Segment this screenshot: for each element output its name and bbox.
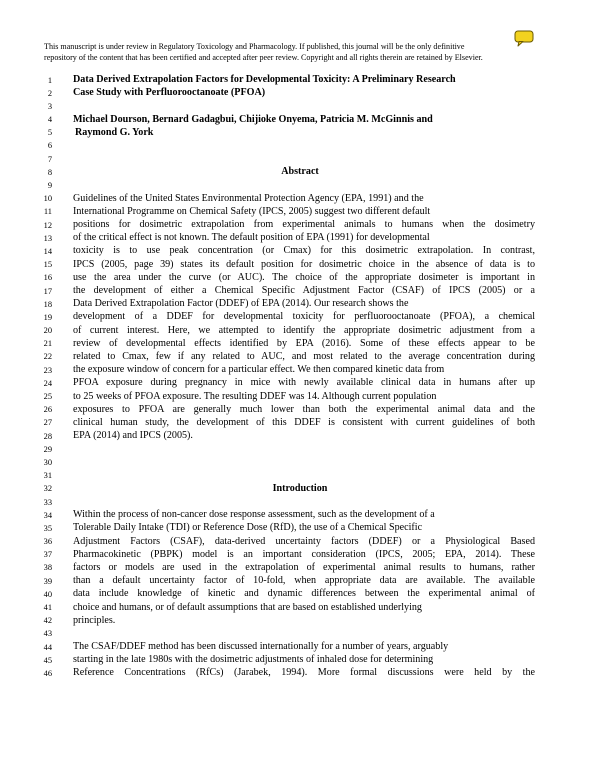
line-text: IPCS (2005, page 39) states its default position for dosimetric choice in the absence of data is to: [73, 258, 535, 270]
manuscript-line: [0, 271, 600, 284]
manuscript-line: [0, 376, 600, 389]
manuscript-line: [0, 284, 600, 297]
line-number: 3: [47, 101, 52, 111]
line-text: use the area under the curve (or AUC). The choice of the appropriate dosimeter is important in: [73, 271, 535, 283]
line-number: 15: [43, 260, 52, 270]
manuscript-line: [0, 231, 600, 244]
line-text: principles.: [73, 614, 116, 626]
line-text: Data Derived Extrapolation Factors for Developmental Toxicity: A Preliminary Research: [73, 74, 456, 85]
line-text: the exposure window of concern for a particular effect. We then compared kinetic data from: [73, 364, 445, 376]
line-number: 9: [47, 181, 52, 190]
line-text: EPA (2014) and IPCS (2005).: [73, 430, 193, 442]
line-number: 1: [47, 75, 52, 85]
manuscript-line: [0, 86, 600, 99]
line-number: 36: [43, 537, 52, 547]
line-number: 37: [43, 550, 52, 560]
manuscript-line: [0, 165, 600, 178]
line-number: 20: [43, 326, 52, 336]
manuscript-line: [0, 99, 600, 112]
line-text: Guidelines of the United States Environmental Protection Agency (EPA, 1991) and the: [73, 192, 424, 204]
line-number: 42: [43, 616, 52, 626]
line-text: than a default uncertainty factor of 10-fold, when appropriate data are available. The available: [73, 575, 535, 587]
line-number: 29: [43, 444, 52, 454]
manuscript-line: [0, 350, 600, 363]
line-number: 2: [47, 88, 52, 98]
manuscript-line: [0, 614, 600, 627]
line-number: 27: [43, 418, 52, 428]
manuscript-line: [0, 192, 600, 205]
manuscript-line: [0, 73, 600, 86]
line-text: of current interest. Here, we attempted to identify the appropriate dosimetric adjustment from a: [73, 324, 535, 336]
line-number: 18: [43, 299, 52, 309]
line-number: 38: [43, 563, 52, 573]
line-number: 13: [43, 233, 52, 243]
line-text: Reference Concentrations (RfCs) (Jarabek, 1994). More formal discussions were held by the: [73, 667, 535, 679]
line-number: 16: [43, 273, 52, 283]
line-number: 28: [43, 431, 52, 441]
manuscript-line: [0, 324, 600, 337]
manuscript-line: [0, 403, 600, 416]
manuscript-line: [0, 218, 600, 231]
manuscript-line: [0, 521, 600, 534]
manuscript-line: [0, 508, 600, 521]
manuscript-line: [0, 653, 600, 666]
line-number: 31: [43, 471, 52, 481]
line-number: 10: [43, 194, 52, 204]
line-text: International Programme on Chemical Safety (IPCS, 2005) suggest two different default: [73, 205, 431, 217]
line-number: 33: [43, 497, 52, 507]
manuscript-line: [0, 601, 600, 614]
manuscript-line: [0, 179, 600, 192]
manuscript-line: [0, 548, 600, 561]
line-text: starting in the late 1980s with the dosimetric adjustments of inhaled dose for determining: [73, 654, 434, 666]
section-heading: Introduction: [272, 482, 328, 494]
manuscript-line: [0, 244, 600, 257]
line-text: related to Cmax, few if any related to AUC, and most related to the average concentration during: [73, 350, 535, 362]
line-text: choice and humans, or of default assumptions that are based on established underlying: [73, 601, 422, 613]
manuscript-line: [0, 258, 600, 271]
line-number: 41: [43, 603, 52, 612]
line-number: 44: [43, 642, 52, 652]
section-heading: Abstract: [281, 166, 319, 178]
line-text: Tolerable Daily Intake (TDI) or Reference Dose (RfD), the use of a Chemical Specific: [73, 522, 423, 534]
line-number: 40: [43, 589, 52, 599]
line-number: 39: [43, 576, 52, 586]
line-number: 43: [43, 629, 52, 639]
manuscript-line: [0, 455, 600, 468]
line-text: data include knowledge of kinetic and dynamic differences between the experimental animal of: [73, 588, 535, 600]
manuscript-line: [0, 666, 600, 679]
line-number: 35: [43, 523, 52, 533]
manuscript-line: [0, 139, 600, 152]
line-text: review of developmental effects identified by EPA (2016). Some of these effects appear to be: [73, 337, 535, 349]
line-number: 30: [43, 457, 52, 467]
line-text: of the critical effect is not known. The default position of EPA (1991) for developmental: [73, 232, 430, 244]
line-text: The CSAF/DDEF method has been discussed internationally for a number of years, arguably: [73, 641, 449, 653]
line-text: factors or models are used in the extrapolation of experimental animal results to humans, rather: [73, 561, 535, 573]
line-number: 26: [43, 405, 52, 415]
line-number: 21: [43, 339, 52, 349]
manuscript-line: [0, 205, 600, 218]
manuscript-line: [0, 535, 600, 548]
manuscript-line: [0, 561, 600, 574]
manuscript-line: [0, 495, 600, 508]
line-number: 19: [43, 312, 52, 322]
manuscript-line: [0, 390, 600, 403]
line-number: 11: [43, 207, 52, 217]
manuscript-line: [0, 416, 600, 429]
line-number: 45: [43, 655, 52, 665]
manuscript-body: [0, 73, 600, 680]
line-text: Case Study with Perfluorooctanoate (PFOA): [73, 87, 266, 99]
line-number: 25: [43, 392, 52, 401]
line-text: clinical human study, the development of this DDEF is consistent with current guidelines of both: [73, 416, 535, 428]
comment-note-icon[interactable]: [514, 30, 534, 47]
manuscript-line: [0, 310, 600, 323]
line-text: Raymond G. York: [75, 126, 154, 138]
manuscript-line: [0, 482, 600, 495]
manuscript-line: [0, 113, 600, 126]
manuscript-line: [0, 442, 600, 455]
line-text: Adjustment Factors (CSAF), data-derived uncertainty factors (DDEF) or a Physiological Based: [73, 535, 535, 547]
line-number: 5: [47, 128, 52, 138]
review-notice-line: repository of the content that has been certified and accepted after peer review. Copyright and all rights therein are retained by Elsevier.: [44, 53, 483, 62]
line-text: Within the process of non-cancer dose response assessment, such as the development of a: [73, 509, 435, 521]
line-number: 23: [43, 365, 52, 375]
line-number: 22: [43, 352, 52, 362]
manuscript-line: [0, 126, 600, 139]
manuscript-line: [0, 152, 600, 165]
line-number: 17: [43, 286, 52, 296]
line-number: 14: [43, 246, 52, 256]
line-text: toxicity is to use peak concentration (or Cmax) for this dosimetric extrapolation. In contrast,: [73, 245, 535, 257]
line-number: 6: [47, 141, 52, 151]
line-text: exposures to PFOA are generally much lower than both the experimental animal data and the: [73, 403, 535, 415]
line-text: Data Derived Extrapolation Factor (DDEF) of EPA (2014). Our research shows the: [73, 298, 409, 310]
manuscript-line: [0, 363, 600, 376]
manuscript-line: [0, 469, 600, 482]
manuscript-line: [0, 574, 600, 587]
manuscript-line: [0, 627, 600, 640]
line-text: PFOA exposure during pregnancy in mice with newly available clinical data in humans after up: [73, 377, 535, 389]
line-text: Michael Dourson, Bernard Gadagbui, Chijioke Onyema, Patricia M. McGinnis and: [73, 113, 433, 125]
line-number: 12: [43, 220, 52, 230]
manuscript-line: [0, 429, 600, 442]
line-number: 34: [43, 510, 52, 520]
manuscript-line: [0, 587, 600, 600]
line-text: development of a DDEF for developmental toxicity for perfluorooctanoate (PFOA), a chemical: [73, 311, 535, 323]
manuscript-line: [0, 297, 600, 310]
line-number: 46: [43, 668, 52, 678]
manuscript-line: [0, 640, 600, 653]
line-number: 24: [43, 378, 52, 388]
line-text: to 25 weeks of PFOA exposure. The resulting DDEF was 14. Although current population: [73, 390, 437, 402]
line-number: 32: [43, 484, 52, 494]
line-text: positions for dosimetric extrapolation from experimental animals to humans when the dosimetry: [73, 219, 535, 231]
manuscript-line: [0, 337, 600, 350]
line-text: Pharmacokinetic (PBPK) model is an important consideration (IPCS, 2005; EPA, 2014). These: [73, 548, 535, 560]
line-number: 4: [47, 115, 52, 125]
line-number: 7: [47, 154, 52, 164]
review-notice: [44, 41, 564, 63]
line-text: the development of either a Chemical Specific Adjustment Factor (CSAF) of IPCS (2005) or a: [73, 285, 535, 296]
review-notice-line: This manuscript is under review in Regulatory Toxicology and Pharmacology. If published, this journal will be the only definitive: [44, 42, 465, 51]
line-number: 8: [47, 167, 52, 177]
